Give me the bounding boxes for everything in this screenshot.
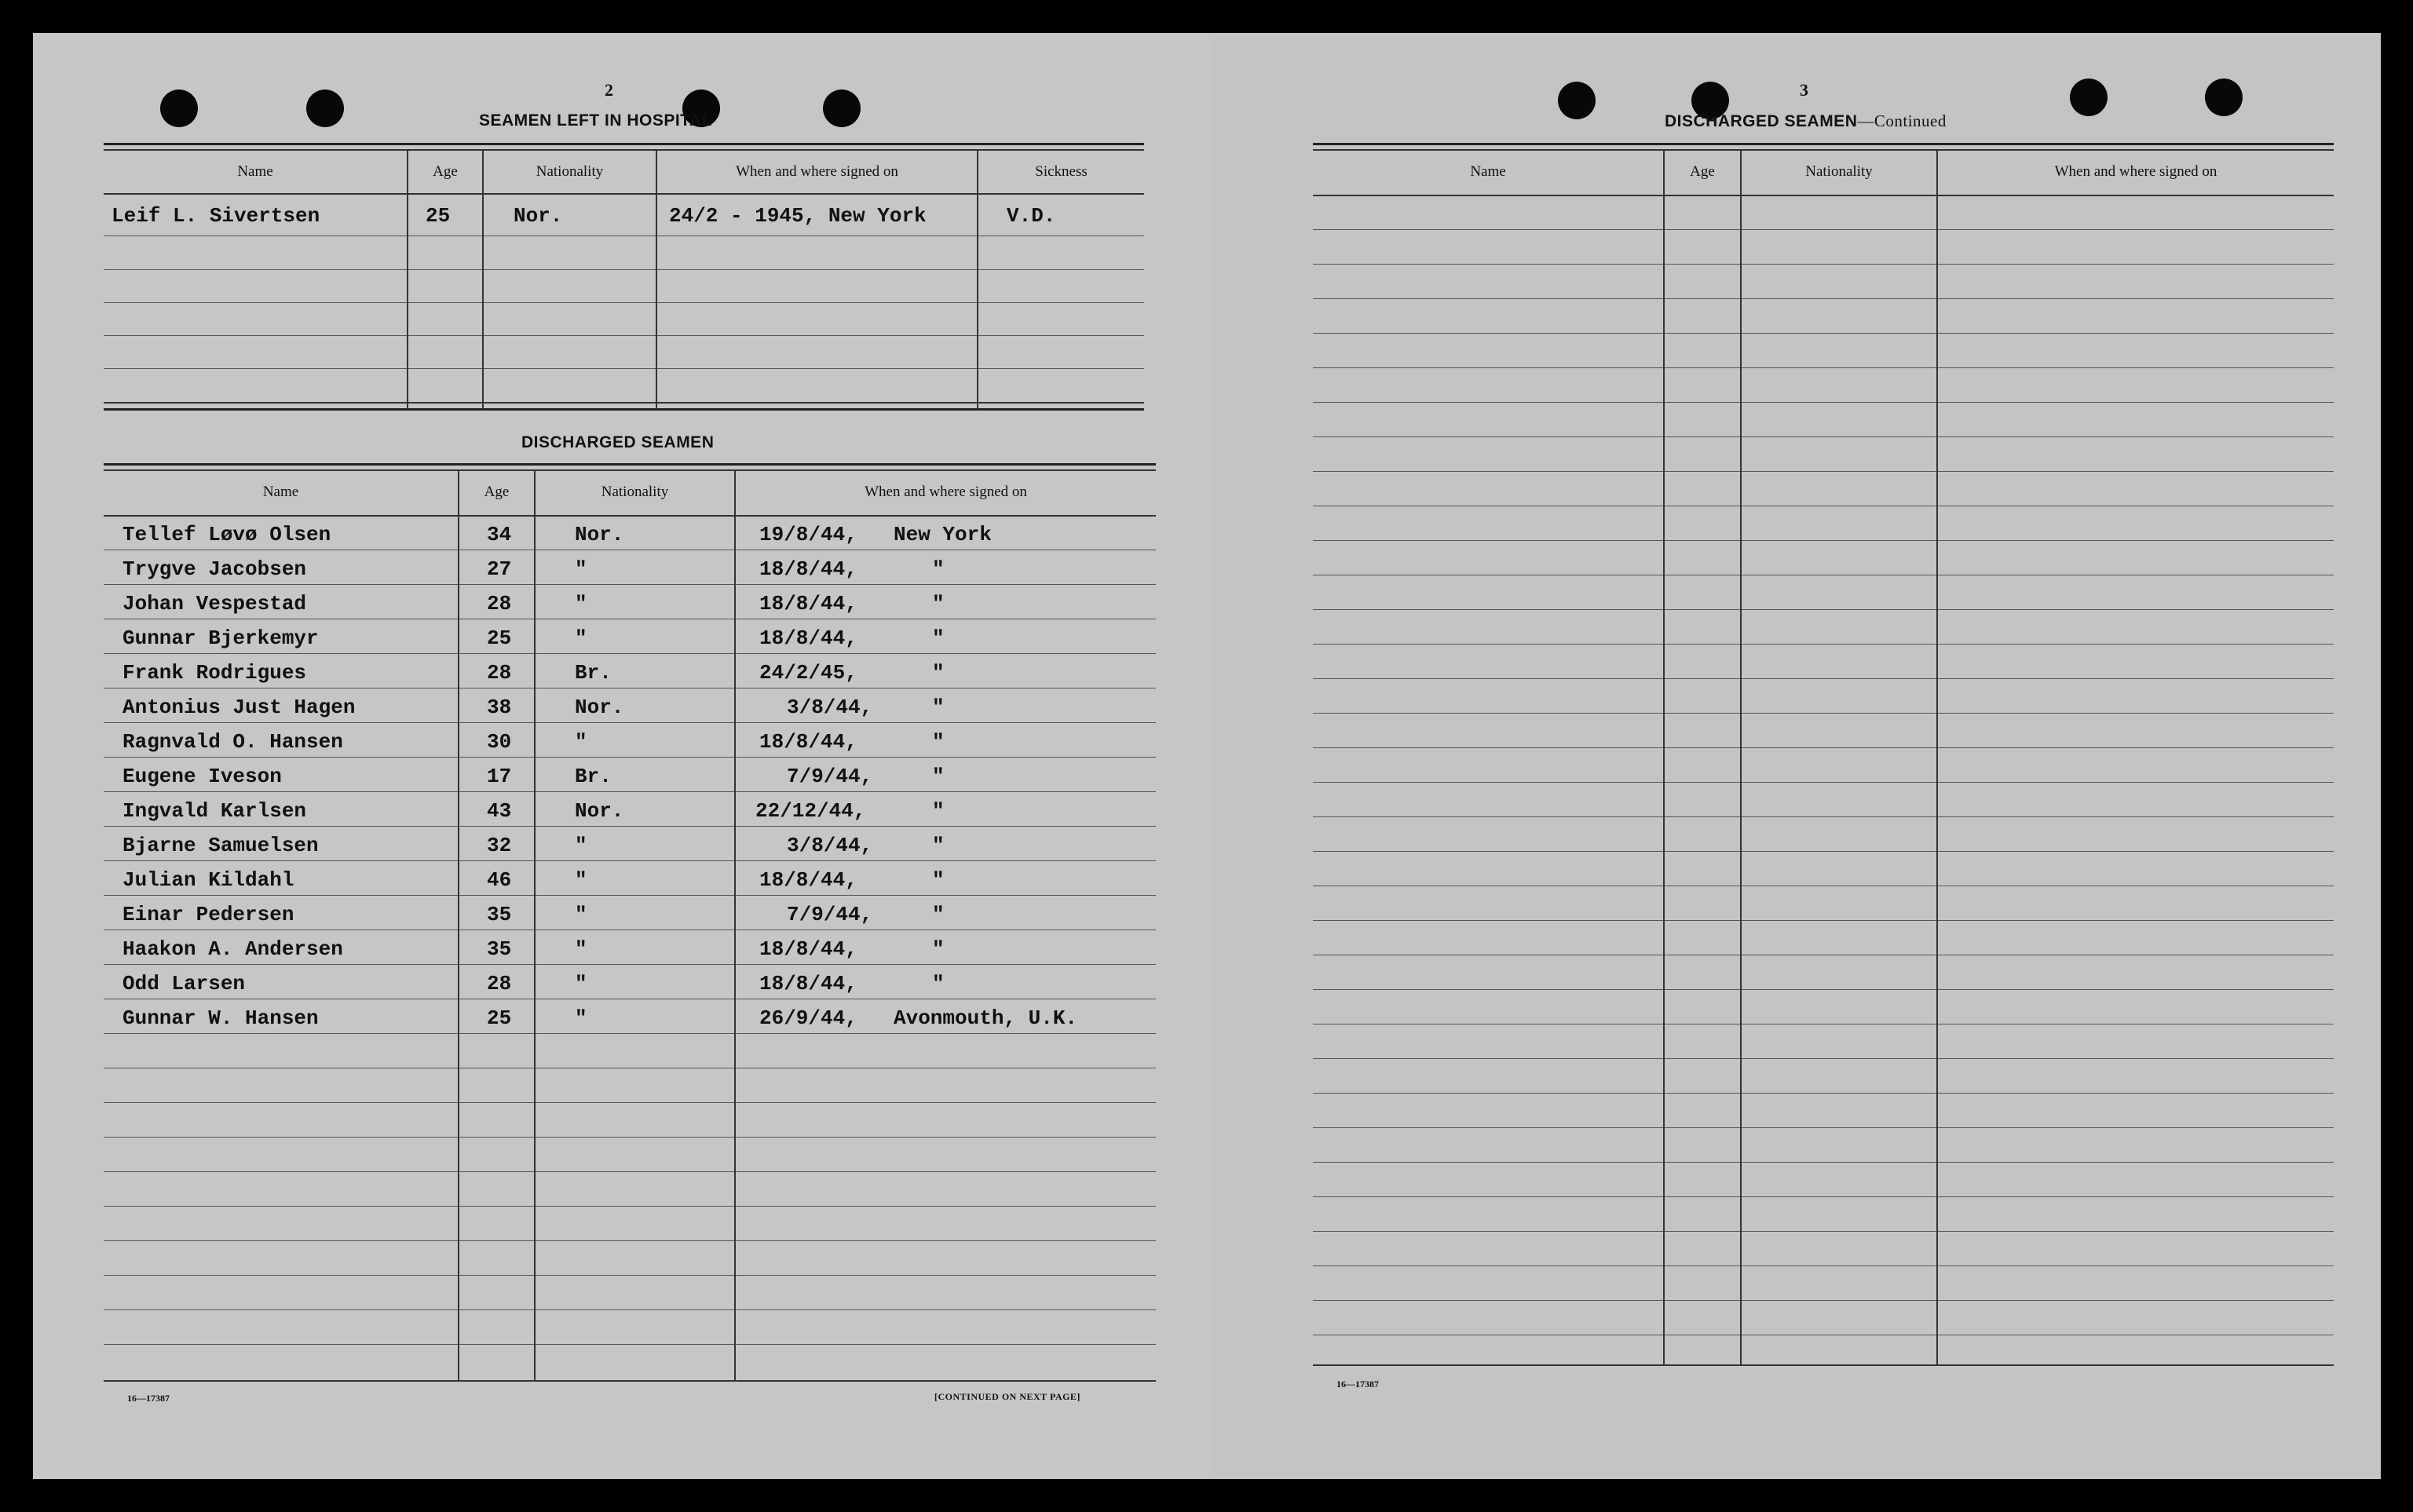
seaman-nationality: " bbox=[575, 937, 587, 961]
seaman-nationality: " bbox=[575, 834, 587, 857]
signed-on-place: " bbox=[932, 903, 945, 926]
signed-on-place: " bbox=[932, 557, 945, 581]
page-number: 3 bbox=[1800, 80, 1808, 100]
column-header: When and where signed on bbox=[736, 163, 898, 180]
form-number: 16—17387 bbox=[127, 1393, 170, 1404]
signed-on-date: 18/8/44, bbox=[759, 592, 857, 615]
seaman-age: 43 bbox=[487, 799, 512, 823]
punch-hole bbox=[160, 89, 198, 127]
seaman-age: 34 bbox=[487, 523, 512, 546]
signed-on-date: 18/8/44, bbox=[759, 937, 857, 961]
column-header: When and where signed on bbox=[865, 484, 1027, 500]
document-sheet bbox=[33, 33, 2381, 1479]
seaman-nationality: " bbox=[575, 1006, 587, 1030]
seaman-nationality: " bbox=[575, 972, 587, 995]
signed-on-place: " bbox=[932, 972, 945, 995]
seaman-nationality: " bbox=[575, 626, 587, 650]
punch-hole bbox=[1558, 82, 1596, 119]
discharged-continued-title bbox=[1665, 111, 1947, 131]
punch-hole bbox=[823, 89, 861, 127]
title-continued: —Continued bbox=[1857, 111, 1947, 130]
column-header: Sickness bbox=[1035, 163, 1088, 180]
sickness: V.D. bbox=[1007, 204, 1056, 228]
seaman-name: Antonius Just Hagen bbox=[122, 696, 356, 719]
seaman-age: 27 bbox=[487, 557, 512, 581]
seaman-name: Bjarne Samuelsen bbox=[122, 834, 319, 857]
signed-on-date: 7/9/44, bbox=[787, 765, 873, 788]
seaman-name: Haakon A. Andersen bbox=[122, 937, 343, 961]
signed-on-date: 3/8/44, bbox=[787, 696, 873, 719]
signed-on-date: 22/12/44, bbox=[755, 799, 866, 823]
signed-on-place: " bbox=[932, 730, 945, 754]
signed-on-date: 18/8/44, bbox=[759, 868, 857, 892]
seaman-name: Ingvald Karlsen bbox=[122, 799, 307, 823]
signed-on-place: " bbox=[932, 937, 945, 961]
signed-on-date: 3/8/44, bbox=[787, 834, 873, 857]
page-right bbox=[1211, 33, 2381, 1479]
seaman-age: 28 bbox=[487, 972, 512, 995]
seaman-age: 25 bbox=[487, 626, 512, 650]
seaman-age: 38 bbox=[487, 696, 512, 719]
column-header: Age bbox=[1690, 163, 1715, 180]
signed-on-place: " bbox=[932, 868, 945, 892]
seaman-name: Leif L. Sivertsen bbox=[112, 204, 320, 228]
column-header: Nationality bbox=[1805, 163, 1873, 180]
seaman-name: Odd Larsen bbox=[122, 972, 246, 995]
seaman-name: Johan Vespestad bbox=[122, 592, 307, 615]
signed-on-date: 24/2/45, bbox=[759, 661, 857, 685]
column-header: Name bbox=[262, 484, 299, 500]
signed-on-place: New York bbox=[894, 523, 992, 546]
signed-on-place: " bbox=[932, 834, 945, 857]
seaman-nationality: Br. bbox=[575, 765, 612, 788]
seaman-nationality: Nor. bbox=[575, 523, 624, 546]
seaman-age: 46 bbox=[487, 868, 512, 892]
page-number: 2 bbox=[605, 80, 613, 100]
seaman-nationality: " bbox=[575, 592, 587, 615]
seaman-name: Julian Kildahl bbox=[122, 868, 294, 892]
seaman-name: Tellef Løvø Olsen bbox=[122, 523, 331, 546]
seaman-age: 28 bbox=[487, 592, 512, 615]
seaman-age: 35 bbox=[487, 937, 512, 961]
punch-hole bbox=[306, 89, 344, 127]
signed-on-place: " bbox=[932, 661, 945, 685]
continued-note: [CONTINUED ON NEXT PAGE] bbox=[934, 1391, 1080, 1402]
signed-on: 24/2 - 1945, New York bbox=[669, 204, 927, 228]
punch-hole bbox=[2205, 79, 2243, 116]
signed-on-place: Avonmouth, U.K. bbox=[894, 1006, 1078, 1030]
seaman-age: 30 bbox=[487, 730, 512, 754]
signed-on-date: 19/8/44, bbox=[759, 523, 857, 546]
seaman-name: Ragnvald O. Hansen bbox=[122, 730, 343, 754]
seaman-age: 32 bbox=[487, 834, 512, 857]
seaman-age: 35 bbox=[487, 903, 512, 926]
signed-on-place: " bbox=[932, 626, 945, 650]
column-header: Nationality bbox=[601, 484, 669, 500]
title-main: DISCHARGED SEAMEN bbox=[1665, 112, 1858, 130]
seaman-nationality: " bbox=[575, 730, 587, 754]
seaman-name: Gunnar Bjerkemyr bbox=[122, 626, 319, 650]
signed-on-date: 18/8/44, bbox=[759, 730, 857, 754]
seaman-age: 25 bbox=[487, 1006, 512, 1030]
signed-on-place: " bbox=[932, 765, 945, 788]
seaman-nationality: Nor. bbox=[514, 204, 563, 228]
seaman-age: 17 bbox=[487, 765, 512, 788]
signed-on-date: 18/8/44, bbox=[759, 972, 857, 995]
seaman-name: Einar Pedersen bbox=[122, 903, 294, 926]
form-number: 16—17387 bbox=[1336, 1379, 1379, 1390]
seaman-name: Gunnar W. Hansen bbox=[122, 1006, 319, 1030]
seaman-age: 28 bbox=[487, 661, 512, 685]
signed-on-place: " bbox=[932, 799, 945, 823]
column-header: When and where signed on bbox=[2054, 163, 2217, 180]
seaman-nationality: " bbox=[575, 903, 587, 926]
signed-on-date: 26/9/44, bbox=[759, 1006, 857, 1030]
discharged-section-title: DISCHARGED SEAMEN bbox=[521, 433, 715, 451]
signed-on-place: " bbox=[932, 696, 945, 719]
column-header: Age bbox=[433, 163, 458, 180]
seaman-name: Frank Rodrigues bbox=[122, 661, 307, 685]
column-header: Name bbox=[1470, 163, 1506, 180]
page-left bbox=[33, 33, 1211, 1479]
seaman-nationality: Nor. bbox=[575, 799, 624, 823]
seaman-nationality: " bbox=[575, 557, 587, 581]
seaman-nationality: " bbox=[575, 868, 587, 892]
column-header: Name bbox=[237, 163, 273, 180]
seaman-nationality: Nor. bbox=[575, 696, 624, 719]
punch-hole bbox=[2070, 79, 2108, 116]
signed-on-date: 7/9/44, bbox=[787, 903, 873, 926]
column-header: Age bbox=[484, 484, 510, 500]
seaman-name: Trygve Jacobsen bbox=[122, 557, 307, 581]
seaman-nationality: Br. bbox=[575, 661, 612, 685]
signed-on-place: " bbox=[932, 592, 945, 615]
hospital-section-title: SEAMEN LEFT IN HOSPITAL bbox=[479, 111, 712, 130]
column-header: Nationality bbox=[536, 163, 604, 180]
seaman-age: 25 bbox=[426, 204, 451, 228]
seaman-name: Eugene Iveson bbox=[122, 765, 282, 788]
signed-on-date: 18/8/44, bbox=[759, 557, 857, 581]
signed-on-date: 18/8/44, bbox=[759, 626, 857, 650]
